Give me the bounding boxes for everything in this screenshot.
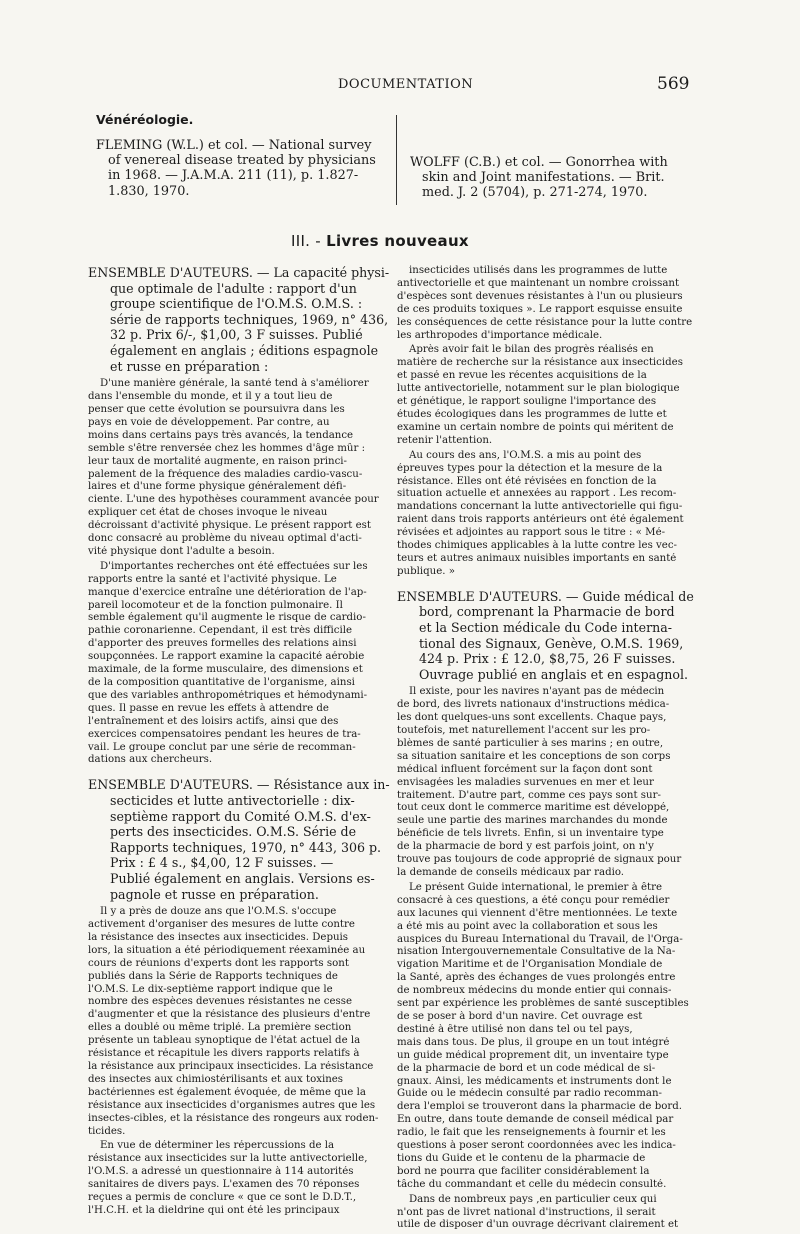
paragraph-line: donc consacré au problème du niveau optimal d'acti-: [88, 533, 362, 545]
paragraph-line: tions du Guide et le contenu de la pharmacie de: [397, 1152, 646, 1164]
paragraph-line: raient dans trois rapports antérieurs ont été également: [397, 514, 684, 526]
paragraph-line: D'une manière générale, la santé tend à s'améliorer: [100, 378, 369, 390]
paragraph-line: révisées et adjointes au rapport sous le titre : « Mé-: [397, 527, 666, 539]
paragraph-line: envisagées les maladies survenues en mer et leur: [397, 776, 654, 788]
entry-heading-line: Prix : £ 4 s., $4,00, 12 F suisses. —: [110, 855, 334, 871]
column-divider: [396, 115, 397, 205]
entry-heading-line: septième rapport du Comité O.M.S. d'ex-: [110, 808, 371, 824]
paragraph-line: sent par expérience les problèmes de santé susceptibles: [397, 998, 689, 1010]
entry-heading-line: secticides et lutte antivectorielle : dix-: [110, 792, 355, 808]
paragraph-line: des insectes aux chimiostérilisants et aux toxines: [88, 1073, 344, 1085]
paragraph-line: pathie coronarienne. Cependant, il est très difficile: [88, 625, 353, 637]
paragraph-line: les dont quelques-uns sont excellents. Chaque pays,: [397, 712, 667, 724]
paragraph-line: manque d'exercice entraîne une détérioration de l'ap-: [88, 586, 367, 598]
entry-heading-line: ENSEMBLE D'AUTEURS. — La capacité physi-: [88, 265, 390, 280]
paragraph: [397, 882, 697, 1192]
paragraph-line: d'augmenter et que la résistance des plusieurs d'entre: [88, 1009, 371, 1021]
part-numeral: III. -: [291, 232, 322, 250]
entry-heading-line: bord, comprenant la Pharmacie de bord: [419, 604, 675, 620]
paragraph-line: Au cours des ans, l'O.M.S. a mis au point des: [409, 449, 642, 461]
paragraph: [397, 686, 697, 880]
paragraph-line: l'O.M.S. Le dix-septième rapport indique que le: [88, 983, 333, 995]
paragraph-line: de bord, des livrets nationaux d'instructions médica-: [397, 699, 670, 711]
reference-line: med. J. 2 (5704), p. 271-274, 1970.: [422, 185, 648, 201]
paragraph-line: ques. Il passe en revue les effets à attendre de: [88, 702, 329, 714]
paragraph-line: présente un tableau synoptique de l'état actuel de la: [88, 1035, 361, 1047]
section-heading: Vénéréologie.: [96, 112, 194, 127]
paragraph-line: rapports entre la santé et l'activité physique. Le: [88, 573, 337, 585]
paragraph-line: semble s'être renversée chez les hommes d'âge mûr :: [88, 442, 366, 454]
paragraph-line: épreuves types pour la détection et la mesure de la: [397, 462, 663, 474]
part-title: [291, 232, 469, 250]
paragraph-line: teurs et autres animaux nuisibles importants en santé: [397, 552, 677, 564]
paragraph-line: tâche du commandant et celle du médecin consulté.: [397, 1178, 667, 1190]
paragraph-line: l'H.C.H. et la dieldrine qui ont été les principaux: [88, 1204, 340, 1216]
paragraph-line: d'apporter des preuves formelles des relations ainsi: [88, 638, 357, 650]
paragraph: [88, 561, 388, 768]
paragraph-line: insectes-cibles, et la résistance des rongeurs aux roden-: [88, 1112, 379, 1124]
paragraph-line: mandations concernant la lutte antivectorielle qui figu-: [397, 501, 683, 513]
paragraph-line: cours de réunions d'experts dont les rapports sont: [88, 957, 349, 969]
paragraph-line: publiés dans la Série de Rapports techniques de: [88, 970, 338, 982]
paragraph-line: insecticides utilisés dans les programmes de lutte: [409, 265, 668, 276]
paragraph-line: résistance aux insecticides sur la lutte antivectorielle,: [88, 1153, 368, 1165]
entry-heading-line: également en anglais ; éditions espagnole: [110, 342, 379, 358]
paragraph: [88, 378, 388, 559]
paragraph-line: dans l'ensemble du monde, et il y a tout lieu de: [88, 391, 333, 403]
paragraph-line: thodes chimiques applicables à la lutte contre les vec-: [397, 540, 677, 552]
paragraph-line: utile de disposer d'un ouvrage décrivant clairement et: [397, 1219, 679, 1231]
paragraph-line: traitement. D'autre part, comme ces pays sont sur-: [397, 789, 661, 801]
paragraph-line: D'importantes recherches ont été effectuées sur les: [100, 560, 368, 572]
paragraph-line: examine un certain nombre de points qui méritent de: [397, 421, 674, 433]
entry-heading-line: que optimale de l'adulte : rapport d'un: [110, 280, 357, 296]
paragraph: [88, 1140, 388, 1217]
paragraph-line: lors, la situation a été périodiquement réexaminée au: [88, 944, 366, 956]
paragraph-line: penser que cette évolution se poursuivra dans les: [88, 403, 345, 415]
part-title-text: Livres nouveaux: [326, 232, 469, 250]
paragraph: [397, 1194, 697, 1233]
paragraph-line: les arthropodes d'importance médicale.: [397, 329, 603, 341]
entry-heading-line: et la Section médicale du Code interna-: [419, 619, 672, 635]
paragraph-line: Le présent Guide international, le premier à être: [409, 881, 662, 893]
paragraph-line: sanitaires de divers pays. L'examen des 70 réponses: [88, 1179, 360, 1191]
reference-wolff: [410, 155, 700, 201]
reference-line: 1.830, 1970.: [108, 183, 190, 199]
entry-heading-line: Rapports techniques, 1970, n° 443, 306 p.: [110, 839, 382, 855]
paragraph-line: destiné à être utilisé non dans tel ou tel pays,: [397, 1023, 633, 1035]
paragraph-line: bord ne pourra que faciliter considérablement la: [397, 1165, 650, 1177]
reference-line: skin and Joint manifestations. — Brit.: [422, 170, 665, 186]
paragraph-line: de nombreux médecins du monde entier qui connais-: [397, 985, 672, 997]
paragraph-line: Guide ou le médecin consulté par radio recomman-: [397, 1088, 662, 1100]
paragraph-line: trouve pas toujours de code approprié de signaux pour: [397, 854, 682, 866]
paragraph-line: vail. Le groupe conclut par une série de recomman-: [88, 741, 356, 753]
paragraph-line: retenir l'attention.: [397, 434, 493, 446]
paragraph-line: Il existe, pour les navires n'ayant pas de médecin: [409, 686, 665, 698]
paragraph-line: situation actuelle et annexées au rapport . Les recom-: [397, 488, 677, 500]
paragraph-line: la demande de conseils médicaux par radio.: [397, 867, 625, 878]
paragraph-line: mais dans tous. De plus, il groupe en un tout intégré: [397, 1036, 670, 1048]
reference-line: FLEMING (W.L.) et col. — National survey: [96, 138, 372, 153]
paragraph-line: matière de recherche sur la résistance aux insecticides: [397, 357, 683, 369]
paragraph-line: un guide médical proprement dit, un inventaire type: [397, 1049, 669, 1061]
paragraph-line: a été mis au point avec la collaboration et sous les: [397, 920, 658, 932]
paragraph-line: palement de la fréquence des maladies cardio-vascu-: [88, 468, 363, 480]
entry-heading-line: 32 p. Prix 6/-, $1,00, 3 F suisses. Publié: [110, 327, 363, 343]
running-head: [0, 74, 800, 97]
paragraph-line: expliquer cet état de choses invoque le niveau: [88, 507, 328, 519]
paragraph-line: Après avoir fait le bilan des progrès réalisés en: [409, 344, 654, 356]
paragraph-line: de la pharmacie de bord y est parfois joint, on n'y: [397, 841, 654, 853]
paragraph-line: tout ceux dont le commerce maritime est développé,: [397, 802, 670, 814]
paragraph-line: elles a doublé ou même triplé. La première section: [88, 1022, 352, 1034]
paragraph-line: décroissant d'activité physique. Le présent rapport est: [88, 520, 371, 532]
paragraph-line: études écologiques dans les programmes de lutte et: [397, 408, 667, 420]
entry-heading: [397, 589, 697, 683]
paragraph-line: laires et d'une forme physique généralement défi-: [88, 481, 347, 493]
paragraph-line: consacré à ces questions, a été conçu pour remédier: [397, 894, 670, 906]
paragraph: [88, 906, 388, 1138]
entry-gap: [88, 769, 388, 777]
left-column: [88, 265, 388, 1220]
paragraph-line: Il y a près de douze ans que l'O.M.S. s'occupe: [100, 906, 337, 918]
reference-line: of venereal disease treated by physicians: [108, 153, 376, 169]
paragraph-line: d'espèces sont devenues résistantes à l'un ou plusieurs: [397, 290, 683, 302]
paragraph-line: et passé en revue les récentes acquisitions de la: [397, 370, 647, 382]
paragraph-line: l'entraînement et des loisirs actifs, ainsi que des: [88, 715, 339, 727]
paragraph-line: leur taux de mortalité augmente, en raison princi-: [88, 455, 347, 467]
paragraph-line: nisation Intergouvernementale Consultative de la Na-: [397, 946, 676, 958]
paragraph-line: et génétique, le rapport souligne l'importance des: [397, 396, 657, 408]
paragraph-line: la résistance des insectes aux insecticides. Depuis: [88, 931, 349, 943]
paragraph-line: médical influent forcément sur la façon dont sont: [397, 763, 653, 775]
reference-line: WOLFF (C.B.) et col. — Gonorrhea with: [410, 155, 668, 170]
paragraph-line: blèmes de santé particulier à ses marins ; en outre,: [397, 737, 664, 749]
paragraph-line: Dans de nombreux pays ,en particulier ceux qui: [409, 1193, 657, 1205]
entry-heading-line: et russe en préparation :: [110, 358, 269, 374]
paragraph-line: de la pharmacie de bord et un code médical de si-: [397, 1062, 656, 1074]
paragraph-line: antivectorielle et que maintenant un nombre croissant: [397, 277, 680, 289]
paragraph-line: n'ont pas de livret national d'instructions, il serait: [397, 1206, 656, 1218]
paragraph-line: bénéficie de tels livrets. Enfin, si un inventaire type: [397, 828, 664, 840]
paragraph-line: publique. »: [397, 565, 455, 577]
entry-heading: [88, 777, 388, 902]
paragraph: [397, 344, 697, 447]
entry-heading-line: série de rapports techniques, 1969, n° 436,: [110, 311, 389, 327]
paragraph-line: semble également qu'il augmente le risque de cardio-: [88, 612, 366, 624]
paragraph-line: dera l'emploi se trouveront dans la pharmacie de bord.: [397, 1101, 682, 1113]
paragraph-line: dations aux chercheurs.: [88, 754, 213, 766]
paragraph: [397, 265, 697, 342]
page-number: 569: [657, 74, 690, 94]
reference-line: in 1968. — J.A.M.A. 211 (11), p. 1.827-: [108, 168, 359, 184]
paragraph-line: les conséquences de cette résistance pour la lutte contre: [397, 316, 693, 328]
paragraph-line: sa situation sanitaire et les conceptions de son corps: [397, 750, 671, 762]
paragraph-line: de se poser à bord d'un navire. Cet ouvrage est: [397, 1010, 643, 1022]
paragraph-line: En outre, dans toute demande de conseil médical par: [397, 1114, 674, 1126]
paragraph-line: maximale, de la forme musculaire, des dimensions et: [88, 664, 363, 676]
paragraph-line: pareil locomoteur et de la fonction pulmonaire. Il: [88, 599, 343, 611]
reference-fleming: [96, 138, 388, 199]
entry-heading-line: tional des Signaux, Genève, O.M.S. 1969,: [419, 635, 684, 651]
paragraph-line: exercices compensatoires pendant les heures de tra-: [88, 728, 361, 740]
entry-heading-line: 424 p. Prix : £ 12.0, $8,75, 26 F suisses.: [419, 651, 676, 667]
paragraph-line: de ces produits toxiques ». Le rapport esquisse ensuite: [397, 303, 683, 315]
paragraph-line: la Santé, après des échanges de vues prolongés entre: [397, 972, 676, 984]
paragraph-line: seule une partie des marines marchandes du monde: [397, 815, 668, 827]
paragraph-line: pays en voie de développement. Par contre, au: [88, 416, 330, 428]
paragraph-line: radio, le fait que les renseignements à fournir et les: [397, 1127, 666, 1139]
paragraph-line: vigation Maritime et de l'Organisation Mondiale de: [397, 959, 663, 971]
paragraph-line: de la composition quantitative de l'organisme, ainsi: [88, 677, 355, 688]
paragraph-line: vité physique dont l'adulte a besoin.: [88, 545, 275, 557]
paragraph-line: toutefois, met naturellement l'accent sur les pro-: [397, 725, 651, 737]
paragraph-line: résistance. Elles ont été révisées en fonction de la: [397, 475, 657, 487]
paragraph-line: moins dans certains pays très avancés, la tendance: [88, 429, 354, 441]
entry-heading-line: pagnole et russe en préparation.: [110, 886, 319, 902]
entry-heading-line: Publié également en anglais. Versions es-: [110, 870, 375, 886]
entry-heading-line: ENSEMBLE D'AUTEURS. — Résistance aux in-: [88, 777, 390, 793]
running-title: DOCUMENTATION: [338, 77, 474, 92]
paragraph-line: que des variables anthropométriques et hémodynami-: [88, 689, 368, 701]
entry-heading-line: Ouvrage publié en anglais et en espagnol.: [419, 666, 688, 682]
paragraph-line: soupçonnées. Le rapport examine la capacité aérobie: [88, 651, 365, 663]
paragraph-line: la résistance aux principaux insecticides. La résistance: [88, 1060, 374, 1072]
paragraph: [397, 450, 697, 579]
paragraph-line: questions à poser seront coordonnées avec les indica-: [397, 1140, 676, 1152]
paragraph-line: nombre des espèces devenues résistantes ne cesse: [88, 996, 352, 1008]
paragraph-line: En vue de déterminer les répercussions de la: [100, 1140, 335, 1152]
paragraph-line: gnaux. Ainsi, les médicaments et instruments dont le: [397, 1075, 672, 1087]
paragraph-line: ciente. L'une des hypothèses couramment avancée pour: [88, 494, 379, 506]
paragraph-line: résistance aux insecticides d'organismes autres que les: [88, 1099, 376, 1111]
entry-gap: [397, 581, 697, 589]
paragraph-line: reçues a permis de conclure « que ce sont le D.D.T.,: [88, 1192, 357, 1204]
paragraph-line: aux lacunes qui viennent d'être mentionnées. Le texte: [397, 907, 678, 919]
paragraph-line: auspices du Bureau International du Travail, de l'Orga-: [397, 933, 683, 945]
paragraph-line: bactériennes est également évoquée, de même que la: [88, 1086, 366, 1098]
entry-heading-line: groupe scientifique de l'O.M.S. O.M.S. :: [110, 296, 363, 312]
paragraph-line: l'O.M.S. a adressé un questionnaire à 114 autorités: [88, 1166, 354, 1178]
entry-heading: [88, 265, 388, 374]
paragraph-line: activement d'organiser des mesures de lutte contre: [88, 919, 355, 930]
entry-heading-line: perts des insecticides. O.M.S. Série de: [110, 824, 357, 840]
paragraph-line: résistance et récapitule les divers rapports relatifs à: [88, 1048, 360, 1060]
paragraph-line: lutte antivectorielle, notamment sur le plan biologique: [397, 383, 680, 395]
paragraph-line: ticides.: [88, 1125, 126, 1137]
entry-heading-line: ENSEMBLE D'AUTEURS. — Guide médical de: [397, 588, 694, 604]
right-column: [397, 265, 697, 1234]
